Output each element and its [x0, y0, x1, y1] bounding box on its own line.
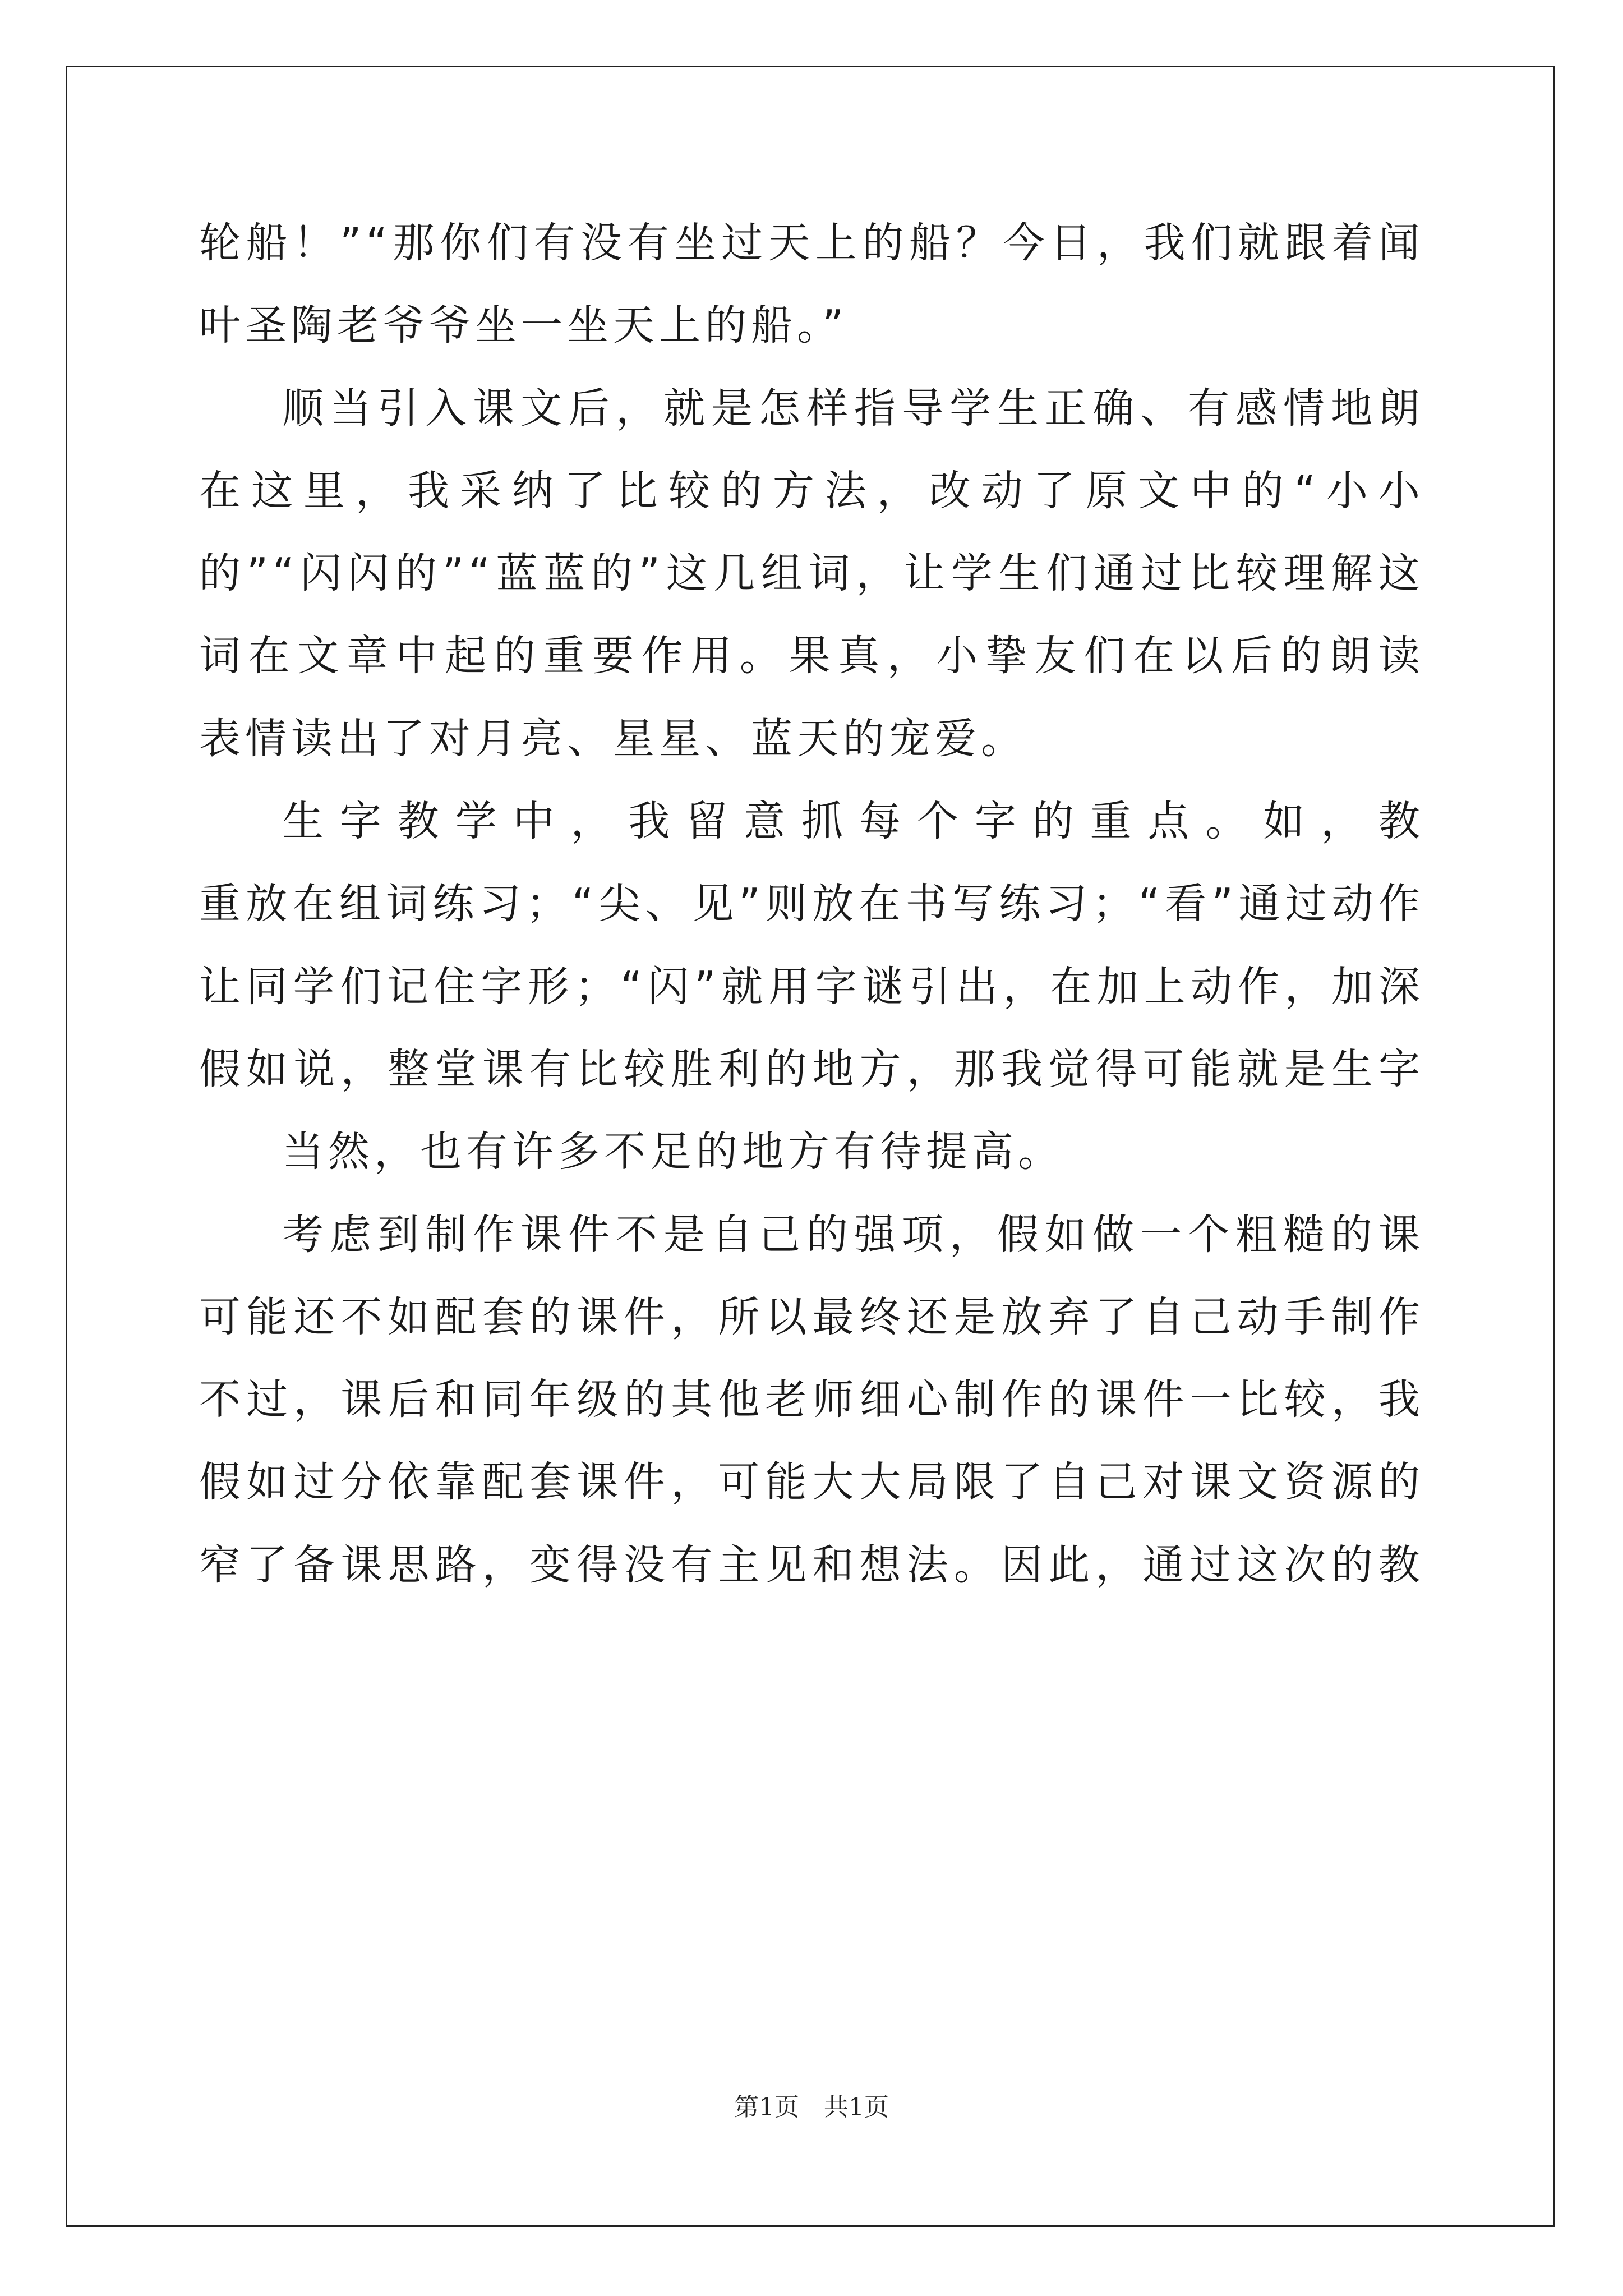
text-line: 考虑到制作课件不是自己的强项，假如做一个粗糙的课 [282, 1210, 1424, 1259]
text-line: 可能还不如配套的课件，所以最终还是放弃了自己动手制作 [199, 1292, 1424, 1341]
text-line: 让同学们记住字形；“闪”就用字谜引出，在加上动作，加深 [199, 962, 1424, 1011]
text-line: 在这里，我采纳了比较的方法，改动了原文中的“小小 [199, 466, 1424, 515]
text-line: 生字教学中，我留意抓每个字的重点。如，教 [282, 797, 1424, 846]
text-line: 当然，也有许多不足的地方有待提高。 [282, 1128, 1064, 1176]
text-line: 叶圣陶老爷爷坐一坐天上的船。” [199, 301, 849, 350]
document-body [199, 202, 1424, 1607]
page-footer: 第1页 共1页 [734, 2093, 889, 2122]
text-line: 表情读出了对月亮、星星、蓝天的宠爱。 [199, 714, 1027, 763]
text-line: 重放在组词练习；“尖、见”则放在书写练习；“看”通过动作 [199, 880, 1424, 928]
text-line: 轮船！”“那你们有没有坐过天上的船？今日，我们就跟着闻 [199, 219, 1424, 267]
text-line: 假如过分依靠配套课件，可能大大局限了自己对课文资源的 [199, 1458, 1424, 1507]
text-line: 词在文章中起的重要作用。果真，小挚友们在以后的朗读 [199, 632, 1424, 680]
text-line: 的”“闪闪的”“蓝蓝的”这几组词，让学生们通过比较理解这 [199, 549, 1424, 598]
text-line: 窄了备课思路，变得没有主见和想法。因此，通过这次的教 [199, 1540, 1424, 1589]
text-line: 假如说，整堂课有比较胜利的地方，那我觉得可能就是生字 [199, 1045, 1424, 1093]
text-line: 不过，课后和同年级的其他老师细心制作的课件一比较，我 [199, 1375, 1424, 1424]
text-line: 顺当引入课文后，就是怎样指导学生正确、有感情地朗 [282, 384, 1424, 432]
